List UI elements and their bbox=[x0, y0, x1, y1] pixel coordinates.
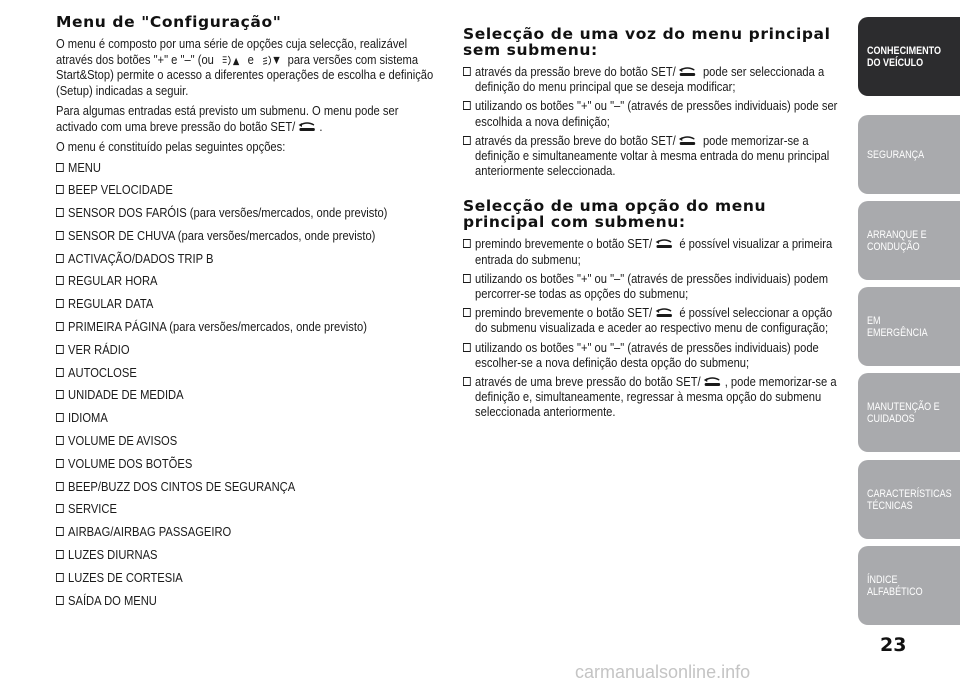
chapter-tab-label: CONHECIMENTO DO VEÍCULO bbox=[867, 44, 942, 69]
no-submenu-steps bbox=[463, 64, 848, 178]
checkbox-bullet-icon bbox=[56, 276, 64, 285]
menu-option-item bbox=[56, 365, 440, 388]
step-text bbox=[475, 133, 847, 179]
chapter-tab[interactable] bbox=[858, 373, 960, 452]
menu-option-label: SENSOR DOS FARÓIS (para versões/mercados, onde previsto) bbox=[68, 205, 388, 221]
menu-option-label: SERVICE bbox=[68, 501, 117, 517]
step-text-a: utilizando os botões "+" ou "–" (através de pressões individuais) pode escolher-se a nova definição desta opção do submenu; bbox=[475, 339, 819, 370]
menu-option-item bbox=[56, 570, 440, 593]
set-return-icon bbox=[678, 67, 697, 78]
menu-option-label: BEEP VELOCIDADE bbox=[68, 182, 173, 198]
checkbox-bullet-icon bbox=[56, 345, 64, 354]
step-item bbox=[463, 98, 847, 128]
chapter-tab-label: ARRANQUE E CONDUÇÃO bbox=[867, 228, 927, 253]
menu-option-item bbox=[56, 501, 440, 524]
step-text bbox=[475, 64, 847, 94]
menu-option-label: VER RÁDIO bbox=[68, 341, 130, 357]
menu-option-item bbox=[56, 456, 440, 479]
set-return-icon bbox=[298, 122, 317, 133]
menu-option-label: AIRBAG/AIRBAG PASSAGEIRO bbox=[68, 524, 232, 540]
step-text-b: é possível visualizar a primeira entrada do submenu; bbox=[475, 236, 833, 267]
chapter-tab-label: CARACTERÍSTICAS TÉCNICAS bbox=[867, 487, 952, 512]
set-return-icon bbox=[703, 377, 722, 388]
light-down-arrow-icon bbox=[260, 55, 282, 66]
step-text-a: através de uma breve pressão do botão SET/ bbox=[475, 374, 701, 390]
section-heading-no-submenu: Selecção de uma voz do menu principal sem submenu: bbox=[463, 25, 831, 59]
step-text-a: utilizando os botões "+" ou "–" (através de pressões individuais) podem percorrer-se todas as opções do submenu; bbox=[475, 270, 829, 302]
light-up-arrow-icon bbox=[220, 55, 242, 66]
step-text-a: premindo brevemente o botão SET/ bbox=[475, 236, 653, 252]
with-submenu-steps bbox=[463, 236, 848, 419]
step-text-a: premindo brevemente o botão SET/ bbox=[475, 305, 653, 321]
step-item bbox=[463, 305, 847, 335]
intro-text-a: O menu é composto por uma série de opções cuja selecção, realizável através dos botões "+" e "–" (ou bbox=[56, 36, 408, 67]
checkbox-bullet-icon bbox=[56, 504, 64, 513]
watermark: carmanualsonline.info bbox=[575, 662, 751, 682]
checkbox-bullet-icon bbox=[463, 377, 471, 386]
checkbox-bullet-icon bbox=[56, 596, 64, 605]
checkbox-bullet-icon bbox=[56, 550, 64, 559]
checkbox-bullet-icon bbox=[56, 413, 64, 422]
section-heading-configuracao: Menu de "Configuração" bbox=[56, 13, 282, 31]
chapter-tab[interactable] bbox=[858, 546, 960, 625]
menu-option-label: REGULAR DATA bbox=[68, 296, 154, 312]
right-column bbox=[463, 26, 848, 424]
chapter-tab[interactable] bbox=[858, 17, 960, 96]
checkbox-bullet-icon bbox=[56, 390, 64, 399]
intro-text-b: e bbox=[244, 51, 257, 67]
chapter-tab-label: EM EMERGÊNCIA bbox=[867, 314, 928, 339]
step-item bbox=[463, 374, 847, 420]
left-column bbox=[56, 14, 441, 615]
menu-option-item bbox=[56, 251, 440, 274]
checkbox-bullet-icon bbox=[463, 67, 471, 76]
menu-option-item bbox=[56, 205, 440, 228]
menu-option-label: VOLUME DOS BOTÕES bbox=[68, 455, 193, 471]
checkbox-bullet-icon bbox=[463, 343, 471, 352]
menu-option-item bbox=[56, 433, 440, 456]
checkbox-bullet-icon bbox=[56, 299, 64, 308]
checkbox-bullet-icon bbox=[56, 527, 64, 536]
chapter-tab[interactable] bbox=[858, 201, 960, 280]
checkbox-bullet-icon bbox=[56, 573, 64, 582]
menu-option-label: SENSOR DE CHUVA (para versões/mercados, onde previsto) bbox=[68, 227, 376, 243]
step-item bbox=[463, 64, 847, 94]
chapter-tab-label: ÍNDICE ALFABÉTICO bbox=[867, 573, 923, 598]
page-number: 23 bbox=[880, 634, 907, 656]
chapter-tab[interactable] bbox=[858, 460, 960, 539]
step-item bbox=[463, 271, 847, 301]
menu-option-item bbox=[56, 296, 440, 319]
checkbox-bullet-icon bbox=[463, 308, 471, 317]
checkbox-bullet-icon bbox=[56, 368, 64, 377]
section-heading-with-submenu: Selecção de uma opção do menu principal com submenu: bbox=[463, 197, 767, 232]
step-item bbox=[463, 236, 847, 266]
intro-text-c: para versões com sistema Start&Stop) permite o acesso a diferentes operações de escolha e definição (Setup) indicadas a seguir. bbox=[56, 51, 434, 98]
chapter-tab-label: MANUTENÇÃO E CUIDADOS bbox=[867, 400, 940, 425]
menu-option-item bbox=[56, 319, 440, 342]
set-return-icon bbox=[678, 136, 697, 147]
chapter-tab[interactable] bbox=[858, 287, 960, 366]
step-text bbox=[475, 98, 847, 128]
checkbox-bullet-icon bbox=[56, 436, 64, 445]
menu-option-label: BEEP/BUZZ DOS CINTOS DE SEGURANÇA bbox=[68, 478, 296, 494]
checkbox-bullet-icon bbox=[463, 274, 471, 283]
menu-option-label: PRIMEIRA PÁGINA (para versões/mercados, onde previsto) bbox=[68, 319, 367, 335]
submenu-paragraph bbox=[56, 103, 440, 134]
menu-options-list bbox=[56, 160, 441, 616]
checkbox-bullet-icon bbox=[463, 101, 471, 110]
menu-option-label: REGULAR HORA bbox=[68, 273, 158, 289]
step-item bbox=[463, 133, 847, 179]
submenu-text-end: . bbox=[319, 118, 323, 134]
menu-option-label: IDIOMA bbox=[68, 410, 108, 426]
chapter-tab-label: SEGURANÇA bbox=[867, 148, 925, 161]
menu-option-item bbox=[56, 479, 440, 502]
step-text bbox=[475, 236, 847, 266]
set-return-icon bbox=[655, 308, 674, 319]
checkbox-bullet-icon bbox=[463, 239, 471, 248]
step-text-a: utilizando os botões "+" ou "–" (através de pressões individuais) pode ser escolhida a nova definição; bbox=[475, 98, 838, 129]
step-text bbox=[475, 374, 847, 420]
menu-option-item bbox=[56, 593, 440, 616]
step-text bbox=[475, 271, 847, 301]
intro-paragraph bbox=[56, 36, 440, 98]
step-text-b: é possível seleccionar a opção do submenu visualizada e aceder ao respectivo menu de configuração; bbox=[475, 305, 833, 336]
step-text-b: pode memorizar-se a definição e simultaneamente voltar à mesma entrada do menu principal anteriormente seleccionada. bbox=[475, 132, 830, 179]
options-intro: O menu é constituído pelas seguintes opções: bbox=[56, 139, 286, 154]
menu-option-item bbox=[56, 228, 440, 251]
step-text bbox=[475, 340, 847, 370]
checkbox-bullet-icon bbox=[56, 322, 64, 331]
step-text-a: através da pressão breve do botão SET/ bbox=[475, 64, 676, 79]
menu-option-label: LUZES DIURNAS bbox=[68, 547, 158, 563]
checkbox-bullet-icon bbox=[56, 231, 64, 240]
chapter-tab[interactable] bbox=[858, 115, 960, 194]
checkbox-bullet-icon bbox=[463, 136, 471, 145]
set-return-icon bbox=[655, 239, 674, 250]
step-item bbox=[463, 340, 847, 370]
checkbox-bullet-icon bbox=[56, 254, 64, 263]
menu-option-label: VOLUME DE AVISOS bbox=[68, 433, 178, 449]
step-text-b: pode ser seleccionada a definição do menu principal que se deseja modificar; bbox=[475, 64, 825, 95]
checkbox-bullet-icon bbox=[56, 208, 64, 217]
menu-option-item bbox=[56, 160, 440, 183]
step-text bbox=[475, 305, 847, 335]
chapter-sidebar bbox=[858, 0, 960, 686]
menu-option-item bbox=[56, 387, 440, 410]
submenu-text: Para algumas entradas está previsto um submenu. O menu pode ser activado com uma breve pressão do botão SET/ bbox=[56, 103, 399, 134]
step-text-b: , pode memorizar-se a definição e, simultaneamente, regressar à mesma opção do submenu seleccionada anteriormente. bbox=[475, 374, 837, 420]
checkbox-bullet-icon bbox=[56, 482, 64, 491]
checkbox-bullet-icon bbox=[56, 185, 64, 194]
checkbox-bullet-icon bbox=[56, 163, 64, 172]
step-text-a: através da pressão breve do botão SET/ bbox=[475, 132, 676, 148]
menu-option-item bbox=[56, 524, 440, 547]
menu-option-label: MENU bbox=[68, 159, 101, 175]
menu-option-label: SAÍDA DO MENU bbox=[68, 592, 157, 608]
menu-option-item bbox=[56, 410, 440, 433]
checkbox-bullet-icon bbox=[56, 459, 64, 468]
menu-option-label: LUZES DE CORTESIA bbox=[68, 569, 183, 585]
menu-option-item bbox=[56, 547, 440, 570]
menu-option-item bbox=[56, 273, 440, 296]
menu-option-item bbox=[56, 182, 440, 205]
menu-option-label: UNIDADE DE MEDIDA bbox=[68, 387, 184, 403]
menu-option-item bbox=[56, 342, 440, 365]
menu-option-label: AUTOCLOSE bbox=[68, 364, 137, 380]
menu-option-label: ACTIVAÇÃO/DADOS TRIP B bbox=[68, 250, 214, 266]
